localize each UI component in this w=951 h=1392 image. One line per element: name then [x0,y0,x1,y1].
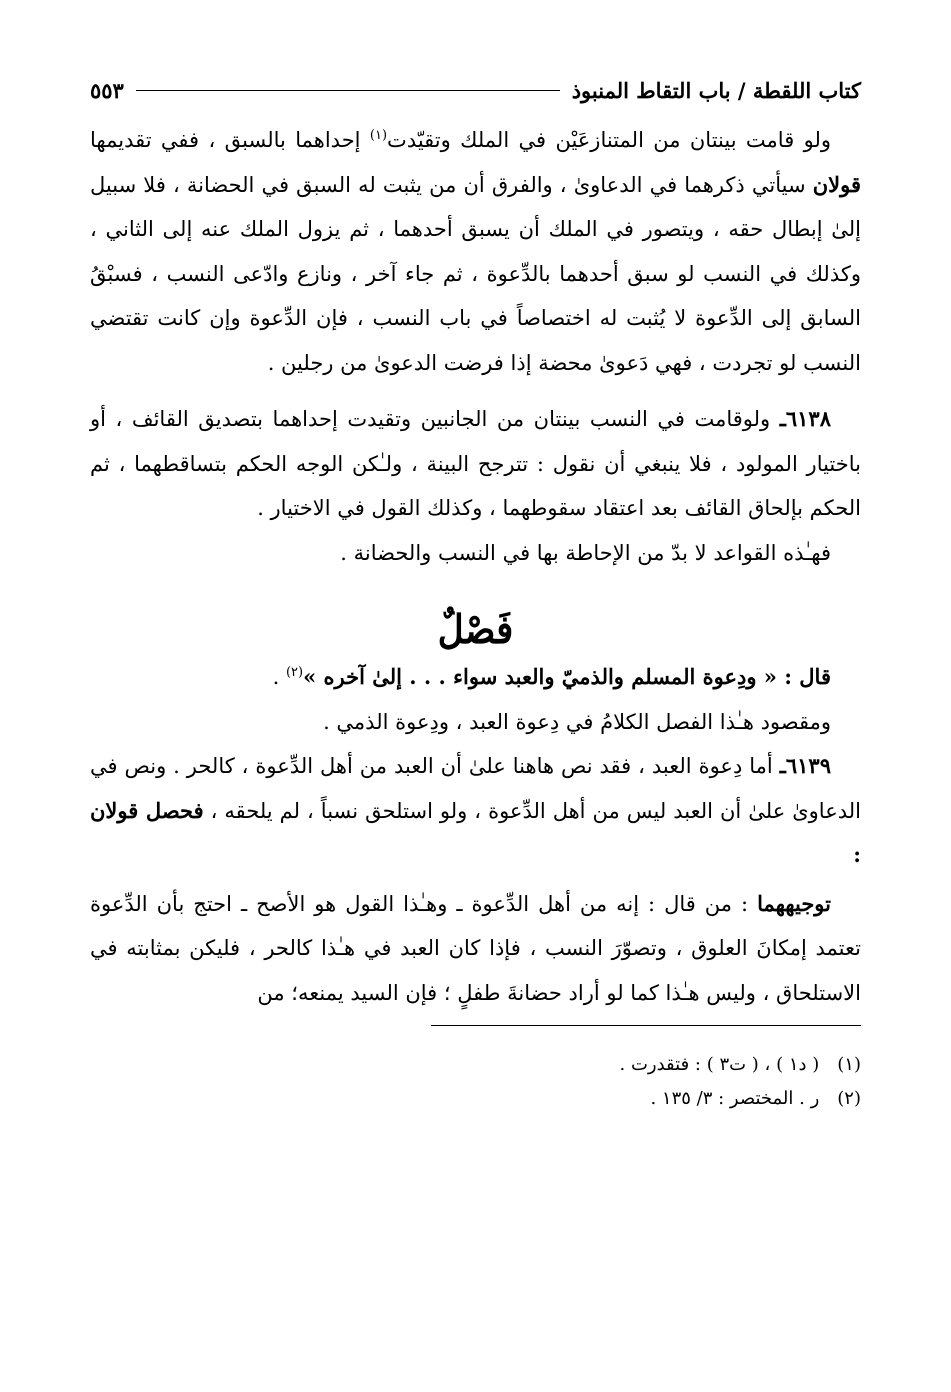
page [90,70,861,1116]
paragraph-6139: ٦١٣٩ـ أما دِعوة العبد ، فقد نص هاهنا علىٰ أن العبد من أهل الدِّعوة ، كالحر . ونص في الدعاوىٰ علىٰ أن العبد ليس من أهل الدِّعوة ، ولو استلحق نسباً ، لم يلحقه ، فحصل قولان : [90,753,861,867]
paragraph-1: ولو قامت بينتان من المتنازعَيْن في الملك وتقيّدت$^{(١)}$ إحداهما بالسبق ، ففي تقديمها قولان سيأتي ذكرهما في الدعاوىٰ ، والفرق أن من يثبت له السبق في الحضانة ، فلا سبيل إلىٰ إبطال حقه ، ويتصور في الملك أن يسبق أحدهما ، ثم يزول الملك عنه إلى الثاني ، وكذلك في النسب لو سبق أحدهما بالدِّعوة ، ثم جاء آخر ، ونازع وادّعى النسب ، فسبْقُ السابق إلى الدِّعوة لا يُثبت له اختصاصاً في باب النسب ، فإن الدِّعوة وإن كانت تقتضي النسب لو تجردت ، فهي دَعوىٰ محضة إذا فرضت الدعوىٰ من رجلين . [90,128,861,375]
footnote-separator [431,1025,861,1026]
page-number: ٥٥٣ [90,77,124,103]
header-rule [136,90,560,91]
issue-number-6139: ٦١٣٩ـ [779,753,831,778]
footnote-1: (١) ( د١ ) ، ( ت٣ ) : فتقدرت . [619,1054,861,1075]
paragraph-3: فهـٰذه القواعد لا بدّ من الإحاطة بها في النسب والحضانة . [340,540,831,565]
paragraph-5: ومقصود هـٰذا الفصل الكلامُ في دِعوة العبد ، ودِعوة الذمي . [323,709,831,734]
paragraph-qala: قال : « ودِعوة المسلم والذميّ والعبد سواء . . . إلىٰ آخره »$^{(٢)}$ . [272,664,831,689]
running-title: كتاب اللقطة / باب التقاط المنبوذ [571,77,861,103]
paragraph-6138: ٦١٣٨ـ ولوقامت في النسب بينتان من الجانبين وتقيدت إحداهما بتصديق القائف ، أو باختيار المولود ، فلا ينبغي أن نقول : تترجح البينة ، ولـٰكن الوجه الحكم بتساقطهما ، ثم الحكم بإلحاق القائف بعد اعتقاد سقوطهما ، وكذلك القول في الاختيار . [90,406,861,520]
footnote-ref-1: (١) [369,128,388,143]
paragraph-7: توجيههما : من قال : إنه من أهل الدِّعوة ـ وهـٰذا القول هو الأصح ـ احتج بأن الدِّعوة تعتمد إمكانَ العلوق ، وتصوّرَ النسب ، فإذا كان العبد في هـٰذا كالحر ، فليكن بمثابته في الاستلحاق ، وليس هـٰذا كما لو أراد حضانةَ طفلٍ ؛ فإن السيد يمنعه؛ من [90,890,861,1005]
footnote-ref-2: (٢) [285,665,304,680]
section-heading-fasl: فَصْلٌ [437,606,514,654]
footnote-2: (٢) ر . المختصر : ٣/ ١٣٥ . [650,1088,861,1109]
running-header [90,70,861,110]
footnotes [90,1048,861,1116]
issue-number-6138: ٦١٣٨ـ [779,406,831,431]
